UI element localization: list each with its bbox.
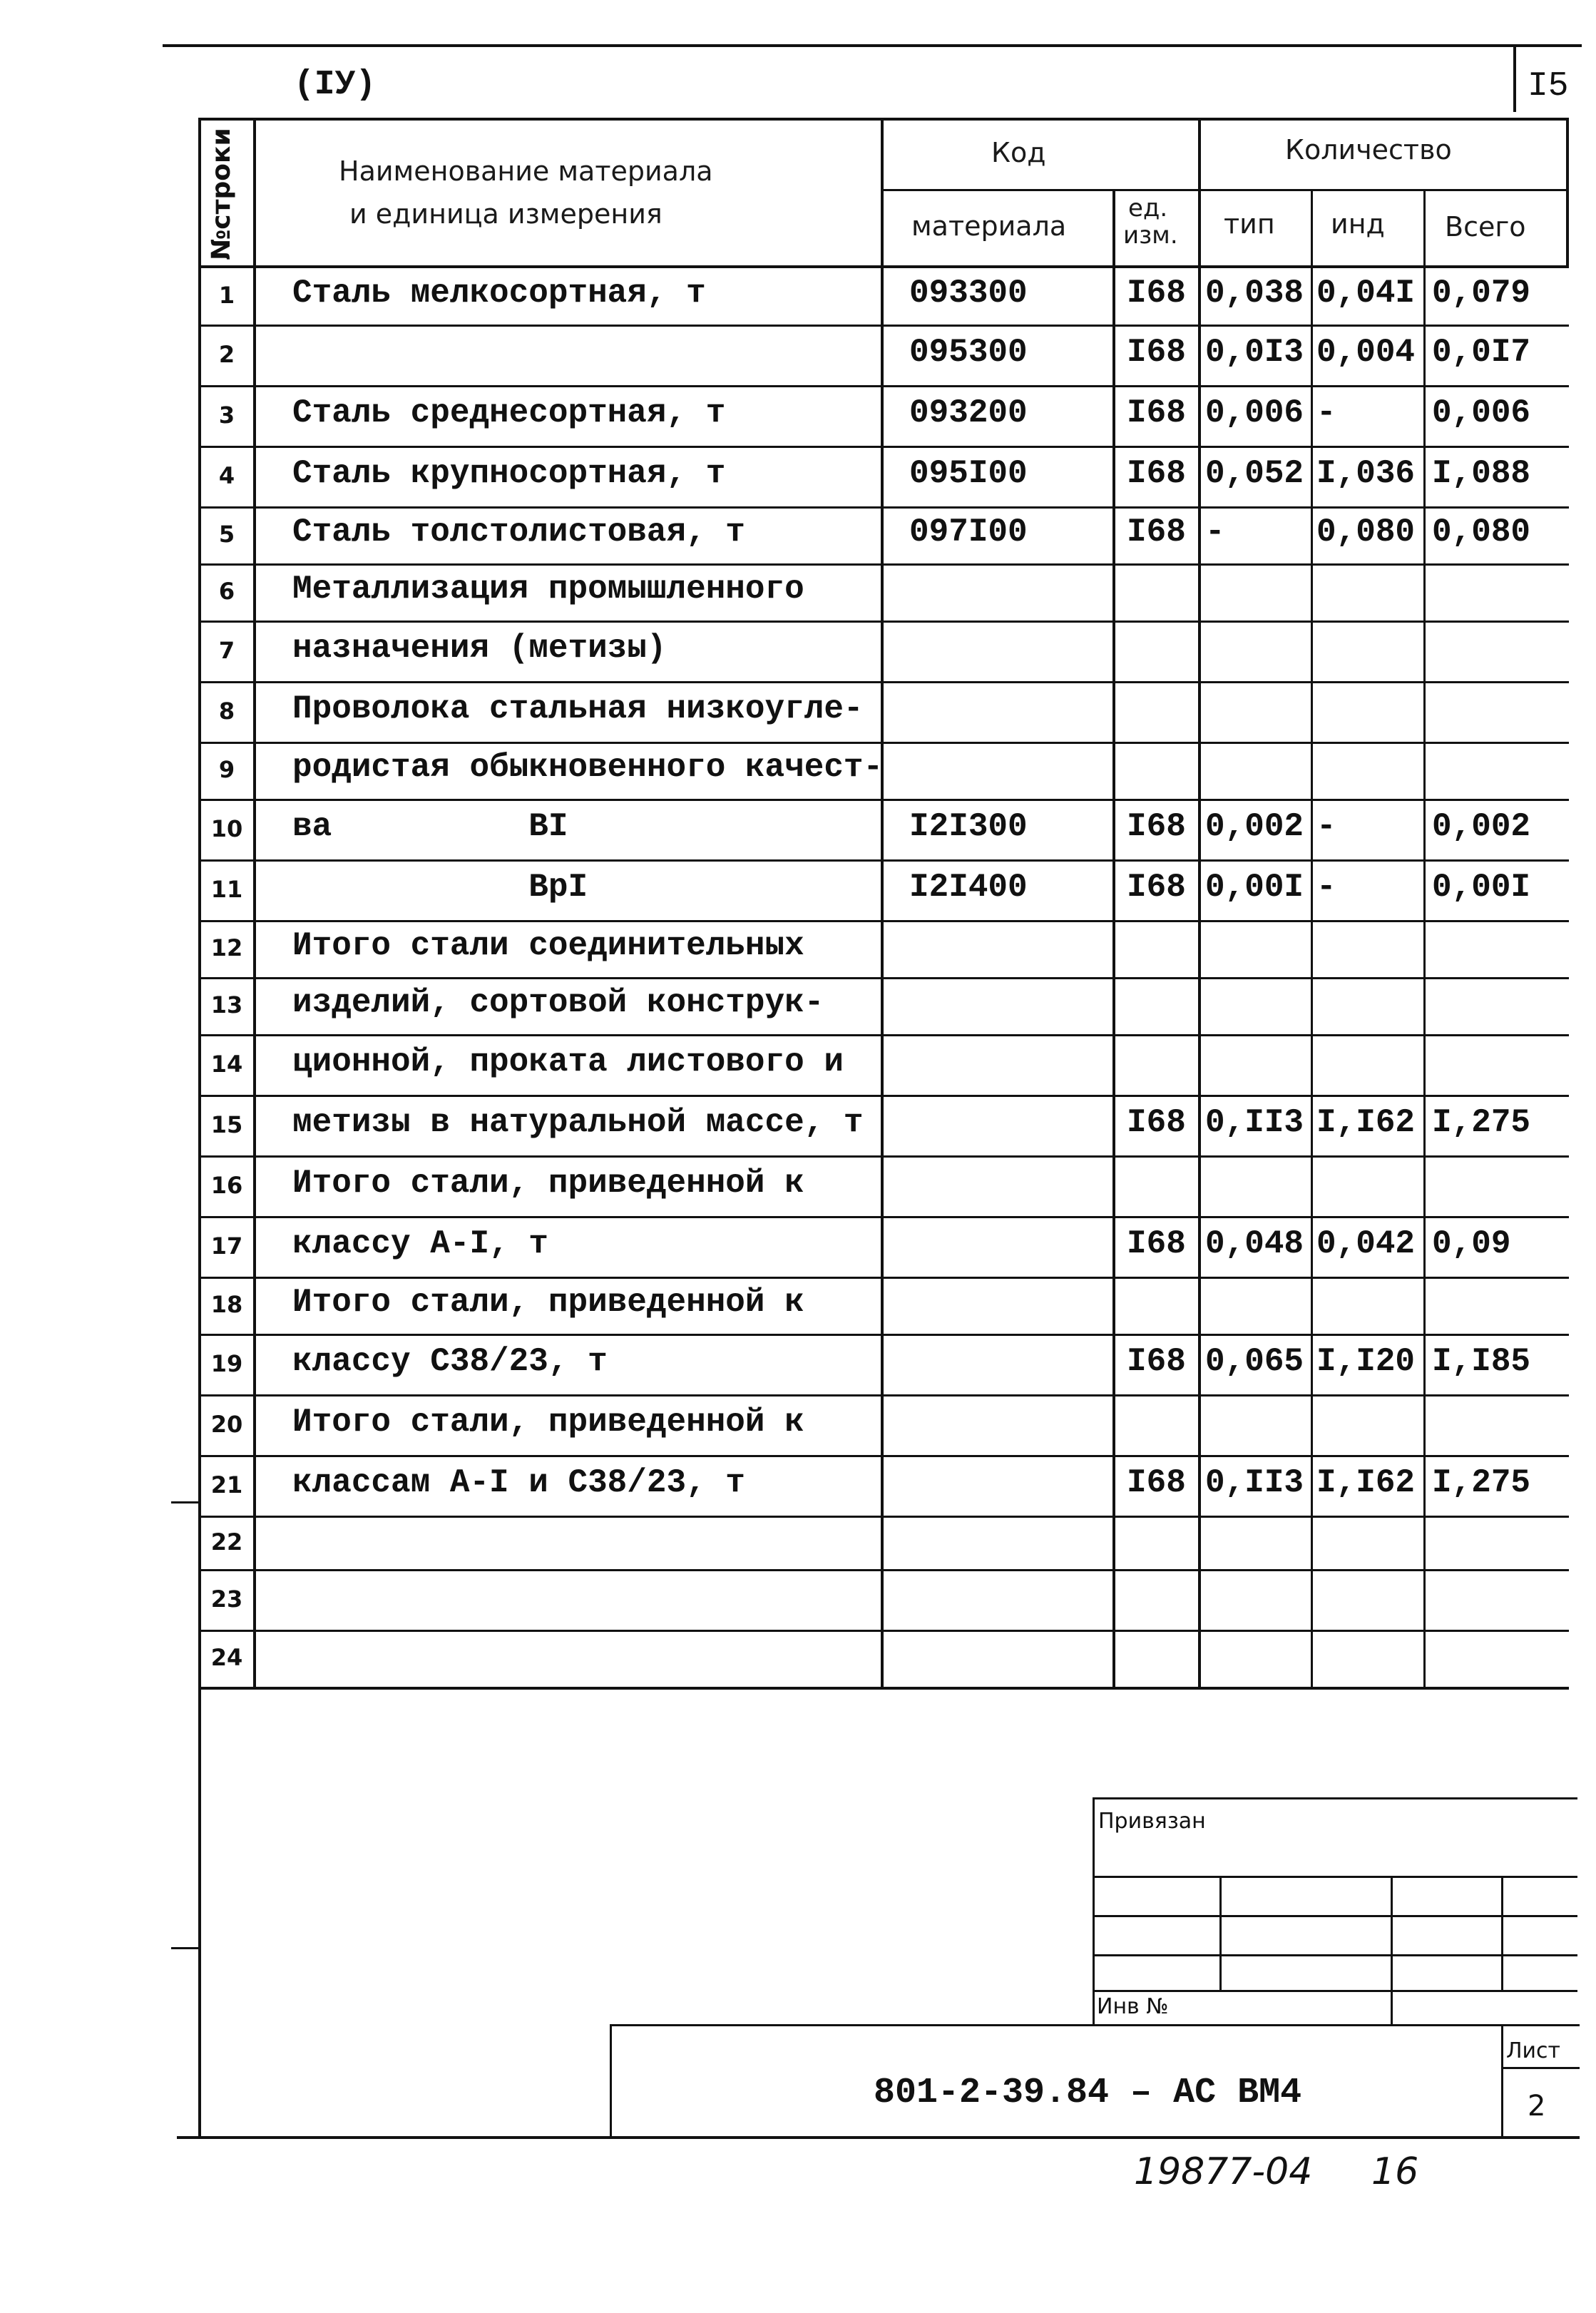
col-divider-ind [1423, 189, 1426, 1687]
row-qty-total: 0,00I [1432, 868, 1531, 906]
row-material-code: I2I400 [909, 868, 1028, 906]
header-name-line1: Наименование материала [339, 155, 713, 187]
row-divider [198, 325, 1569, 327]
row-qty-typ: 0,II3 [1205, 1103, 1304, 1141]
row-qty-typ: 0,0I3 [1205, 333, 1304, 371]
row-qty-typ: 0,00I [1205, 868, 1304, 906]
row-unit-code: I68 [1127, 1103, 1186, 1141]
row-qty-typ: 0,006 [1205, 394, 1304, 432]
table-right-border [1566, 118, 1569, 267]
col-divider-code [1112, 189, 1115, 1687]
page-number: I5 [1528, 67, 1569, 106]
row-divider [198, 506, 1569, 509]
row-number: 9 [218, 756, 235, 783]
col-divider-typ [1311, 189, 1313, 1687]
row-material-code: 097I00 [909, 514, 1028, 551]
header-name-line2: и единица измерения [349, 198, 663, 230]
row-qty-typ: 0,038 [1205, 275, 1304, 312]
row-unit-code: I68 [1127, 514, 1186, 551]
row-qty-total: 0,079 [1432, 275, 1531, 312]
row-qty-ind: - [1316, 868, 1336, 906]
row-number: 22 [210, 1528, 243, 1556]
row-number: 6 [218, 578, 235, 605]
row-unit-code: I68 [1127, 275, 1186, 312]
row-unit-code: I68 [1127, 333, 1186, 371]
header-bottom-line [198, 265, 1569, 268]
header-unit-code-2: изм. [1123, 221, 1178, 250]
header-qty-total: Всего [1445, 211, 1526, 242]
tb-line-3 [1093, 1954, 1577, 1956]
row-qty-typ: 0,065 [1205, 1342, 1304, 1380]
row-qty-typ: 0,048 [1205, 1225, 1304, 1262]
row-number: 4 [218, 461, 235, 489]
row-divider [198, 563, 1569, 566]
row-qty-ind: I,I62 [1316, 1464, 1416, 1501]
row-name: классу С38/23, т [292, 1342, 608, 1380]
row-unit-code: I68 [1127, 1342, 1186, 1380]
document-code: 801-2-39.84 – АС ВМ4 [874, 2073, 1302, 2113]
row-name: Итого стали соединительных [292, 927, 804, 964]
row-name: классам А-I и С38/23, т [292, 1464, 745, 1501]
row-name: ва BI [292, 807, 568, 845]
row-qty-ind: - [1316, 394, 1336, 432]
row-qty-total: 0,006 [1432, 394, 1531, 432]
row-material-code: 095300 [909, 333, 1028, 371]
row-number: 1 [218, 282, 235, 309]
row-qty-ind: 0,04I [1316, 275, 1416, 312]
tb-privyazan-top [1093, 1797, 1577, 1799]
row-qty-ind: 0,004 [1316, 333, 1416, 371]
row-number: 12 [210, 934, 243, 961]
row-qty-total: 0,09 [1432, 1225, 1511, 1262]
row-divider [198, 621, 1569, 623]
row-qty-total: I,I85 [1432, 1342, 1531, 1380]
row-divider [198, 1630, 1569, 1632]
row-qty-total: I,088 [1432, 454, 1531, 492]
row-divider [198, 1095, 1569, 1097]
row-number: 5 [218, 521, 235, 548]
row-number: 3 [218, 401, 235, 429]
row-number: 23 [210, 1585, 243, 1613]
row-divider [198, 799, 1569, 801]
row-qty-ind: I,036 [1316, 454, 1416, 492]
sheet-label: Лист [1506, 2038, 1561, 2063]
header-top-line [198, 118, 1569, 121]
row-unit-code: I68 [1127, 394, 1186, 432]
row-divider [198, 1216, 1569, 1218]
row-number: 20 [210, 1410, 243, 1438]
row-unit-code: I68 [1127, 1464, 1186, 1501]
row-name: родистая обыкновенного качест- [292, 749, 884, 786]
col-divider-name [881, 118, 884, 1687]
handwritten-inventory-number: 19877-04 16 [1134, 2150, 1419, 2193]
tb-sheet-left [1501, 2024, 1503, 2138]
row-number: 10 [210, 815, 243, 842]
privyazan-label: Привязан [1098, 1809, 1206, 1834]
row-qty-ind: I,I20 [1316, 1342, 1416, 1380]
row-number: 14 [210, 1050, 243, 1078]
row-qty-typ: 0,II3 [1205, 1464, 1304, 1501]
row-unit-code: I68 [1127, 868, 1186, 906]
row-name: Сталь крупносортная, т [292, 454, 726, 492]
row-name: Сталь мелкосортная, т [292, 275, 706, 312]
row-qty-typ: 0,052 [1205, 454, 1304, 492]
row-number: 16 [210, 1171, 243, 1199]
row-qty-typ: - [1205, 514, 1225, 551]
row-number: 13 [210, 991, 243, 1018]
header-qty-typ: тип [1224, 208, 1275, 240]
row-divider [198, 920, 1569, 922]
row-qty-ind: - [1316, 807, 1336, 845]
row-divider [198, 1034, 1569, 1036]
header-unit-code-1: ед. [1128, 194, 1168, 223]
tb-vert-1 [1219, 1876, 1222, 1990]
row-qty-ind: I,I62 [1316, 1103, 1416, 1141]
row-number: 15 [210, 1110, 243, 1138]
row-number: 19 [210, 1349, 243, 1377]
table-bottom-line [198, 1687, 1569, 1690]
tb-line-1 [1093, 1876, 1577, 1878]
header-mid-line [881, 189, 1569, 191]
row-unit-code: I68 [1127, 1225, 1186, 1262]
row-name: Сталь среднесортная, т [292, 394, 726, 432]
margin-tick-1 [171, 1501, 200, 1503]
tb-line-4 [1093, 1990, 1577, 1992]
row-qty-ind: 0,080 [1316, 514, 1416, 551]
row-divider [198, 1516, 1569, 1518]
page-bottom-line [177, 2136, 1580, 2139]
table-left-border [198, 118, 201, 2138]
row-name: Металлизация промышленного [292, 571, 804, 608]
inv-no-label: Инв № [1097, 1994, 1169, 2019]
row-name: назначения (метизы) [292, 629, 667, 667]
row-name: ционной, проката листового и [292, 1043, 844, 1081]
tb-sheet-mid [1501, 2067, 1580, 2069]
row-name: Итого стали, приведенной к [292, 1164, 804, 1202]
header-qty-group: Количество [1285, 134, 1452, 165]
row-unit-code: I68 [1127, 807, 1186, 845]
col-divider-rowno [253, 118, 256, 1687]
row-divider [198, 742, 1569, 744]
sheet-number: 2 [1528, 2090, 1546, 2123]
tb-line-2 [1093, 1915, 1577, 1917]
tb-vert-3 [1501, 1876, 1503, 1990]
tb-main-top [610, 2024, 1580, 2026]
row-qty-total: I,275 [1432, 1103, 1531, 1141]
header-qty-ind: инд [1331, 208, 1385, 240]
row-divider [198, 1334, 1569, 1336]
row-number: 8 [218, 697, 235, 725]
header-row-number: №строки [207, 128, 236, 260]
row-material-code: 093200 [909, 394, 1028, 432]
row-qty-typ: 0,002 [1205, 807, 1304, 845]
row-number: 24 [210, 1644, 243, 1671]
row-material-code: 095I00 [909, 454, 1028, 492]
row-divider [198, 385, 1569, 387]
header-material-code: материала [911, 210, 1067, 242]
row-name: Итого стали, приведенной к [292, 1403, 804, 1441]
row-qty-total: 0,080 [1432, 514, 1531, 551]
row-unit-code: I68 [1127, 454, 1186, 492]
row-divider [198, 1455, 1569, 1457]
row-divider [198, 446, 1569, 448]
row-name: BpI [292, 868, 588, 906]
col-divider-unit [1198, 118, 1201, 1687]
row-material-code: I2I300 [909, 807, 1028, 845]
row-divider [198, 1569, 1569, 1571]
tb-main-left [610, 2024, 612, 2138]
row-divider [198, 681, 1569, 683]
row-name: классу А-I, т [292, 1225, 548, 1262]
row-name: Сталь толстолистовая, т [292, 514, 745, 551]
row-number: 7 [218, 636, 235, 664]
row-divider [198, 859, 1569, 862]
row-divider [198, 1394, 1569, 1397]
row-number: 11 [210, 875, 243, 903]
row-name: метизы в натуральной массе, т [292, 1103, 864, 1141]
row-name: Проволока стальная низкоугле- [292, 690, 864, 727]
section-label: (IУ) [294, 66, 377, 104]
row-qty-total: 0,002 [1432, 807, 1531, 845]
header-code-group: Код [991, 137, 1046, 168]
row-number: 21 [210, 1471, 243, 1498]
row-qty-ind: 0,042 [1316, 1225, 1416, 1262]
row-qty-total: I,275 [1432, 1464, 1531, 1501]
row-name: Итого стали, приведенной к [292, 1284, 804, 1321]
row-number: 17 [210, 1232, 243, 1260]
row-name: изделий, сортовой конструк- [292, 984, 824, 1021]
margin-tick-2 [171, 1947, 200, 1949]
row-divider [198, 1155, 1569, 1158]
row-divider [198, 1277, 1569, 1279]
row-material-code: 093300 [909, 275, 1028, 312]
row-number: 2 [218, 340, 235, 368]
tb-vert-2 [1391, 1876, 1393, 2026]
row-number: 18 [210, 1291, 243, 1318]
row-divider [198, 977, 1569, 979]
row-qty-total: 0,0I7 [1432, 333, 1531, 371]
